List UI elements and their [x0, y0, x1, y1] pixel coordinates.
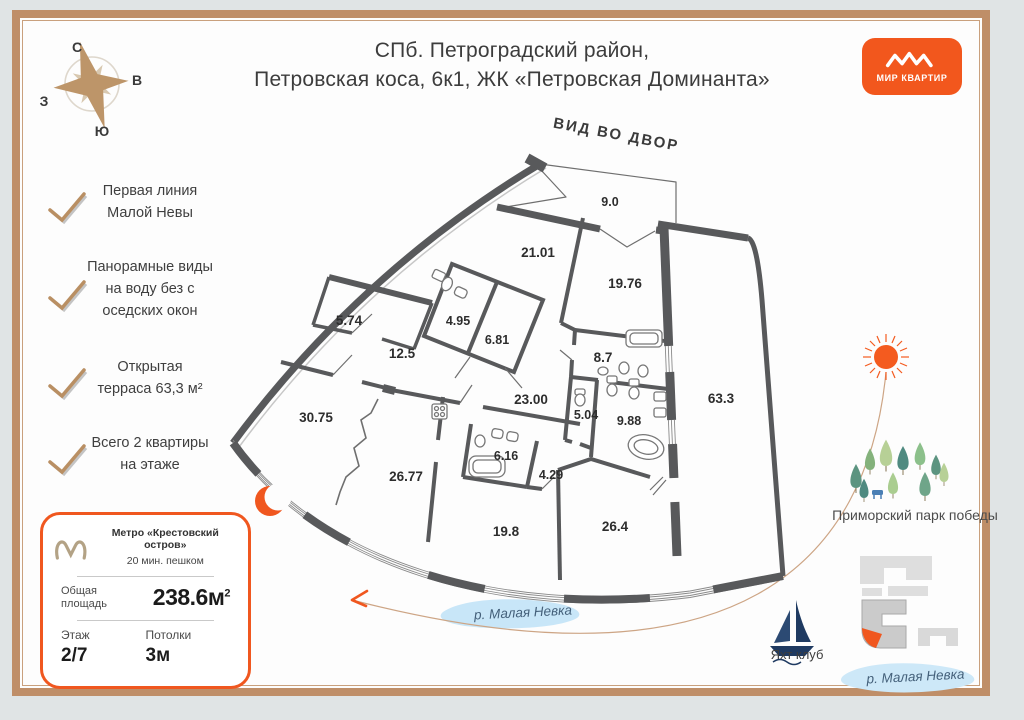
compass-label-west: З [39, 93, 49, 109]
view-direction-label: ВИД ВО ДВОР [551, 114, 681, 155]
metro-walk-time: 20 мин. пешком [126, 555, 204, 567]
floor-value: 2/7 [61, 645, 88, 666]
page-title [232, 36, 792, 94]
card-divider [77, 576, 214, 577]
feature-line: Открытая [117, 359, 183, 375]
check-icon [42, 274, 90, 314]
area-label: Общая площадь [61, 584, 107, 610]
feature-item-two-flats [30, 432, 270, 476]
moon-icon [255, 484, 292, 517]
feature-line: Панорамные виды [87, 259, 213, 275]
metro-name: Метро «Крестовский остров» [111, 527, 219, 551]
room-area-label: 63.3 [707, 391, 735, 406]
feature-line: Всего 2 квартиры [91, 435, 209, 451]
room-area-label: 4.95 [445, 314, 471, 328]
feature-line: терраса 63,3 м² [97, 381, 203, 397]
room-area-label: 19.76 [608, 276, 642, 291]
room-area-label: 8.7 [593, 350, 613, 365]
check-icon [42, 186, 90, 226]
room-area-label: 26.4 [601, 519, 629, 534]
feature-line: Малой Невы [107, 205, 193, 221]
room-area-label: 30.75 [299, 410, 333, 425]
feature-line: Первая линия [102, 183, 198, 199]
feature-item-open-terrace [30, 356, 270, 400]
room-area-label: 9.88 [616, 414, 642, 428]
room-area-label: 4.29 [538, 468, 564, 482]
check-icon [42, 438, 90, 478]
feature-item-first-line [30, 180, 270, 224]
brand-logo [862, 38, 962, 95]
card-divider [77, 620, 214, 621]
ceiling-value: 3м [145, 645, 171, 666]
trees-icon [850, 440, 948, 502]
metro-icon [55, 532, 87, 562]
park-label: Приморский парк победы [832, 507, 998, 523]
room-area-label: 26.77 [389, 469, 423, 484]
floor-label: Этаж [61, 628, 90, 642]
feature-line: на воду без с [105, 281, 195, 297]
title-line-1: СПб. Петроградский район, [374, 39, 650, 62]
room-area-label: 9.0 [601, 195, 619, 209]
river-label-center: р. Малая Невка [473, 602, 573, 623]
compass-label-east: В [131, 72, 143, 88]
room-area-label: 5.04 [573, 408, 599, 422]
river-label-right: р. Малая Невка [866, 666, 965, 687]
buildings-diagram [860, 556, 958, 648]
room-area-label: 21.01 [521, 245, 555, 260]
compass-label-south: Ю [94, 123, 110, 139]
room-area-label: 6.81 [484, 333, 510, 347]
room-area-label: 5.74 [335, 313, 363, 328]
bench-icon [872, 490, 883, 499]
compass-rose [40, 32, 142, 139]
room-area-label: 12.5 [388, 346, 416, 361]
feature-item-panoramic-views [30, 256, 270, 322]
feature-line: оседских окон [102, 303, 198, 319]
zigzag-partition [336, 399, 378, 505]
yacht-club-label: Яхт клуб [770, 647, 824, 662]
sun-icon [863, 334, 909, 380]
room-area-label: 19.8 [492, 524, 520, 539]
ceiling-label: Потолки [145, 628, 192, 642]
area-value: $238.6м^2$ [152, 584, 230, 610]
brand-zigzag-icon [884, 51, 940, 69]
room-area-label: 6.16 [493, 449, 519, 463]
room-area-label: 23.00 [514, 392, 548, 407]
brand-label: МИР КВАРТИР [876, 72, 948, 83]
terrace-windows [665, 346, 675, 502]
title-line-2: Петровская коса, 6к1, ЖК «Петровская Доминанта» [254, 68, 770, 91]
feature-line: на этаже [120, 457, 180, 473]
check-icon [42, 362, 90, 402]
info-card [40, 512, 251, 689]
compass-label-north: С [71, 39, 83, 55]
